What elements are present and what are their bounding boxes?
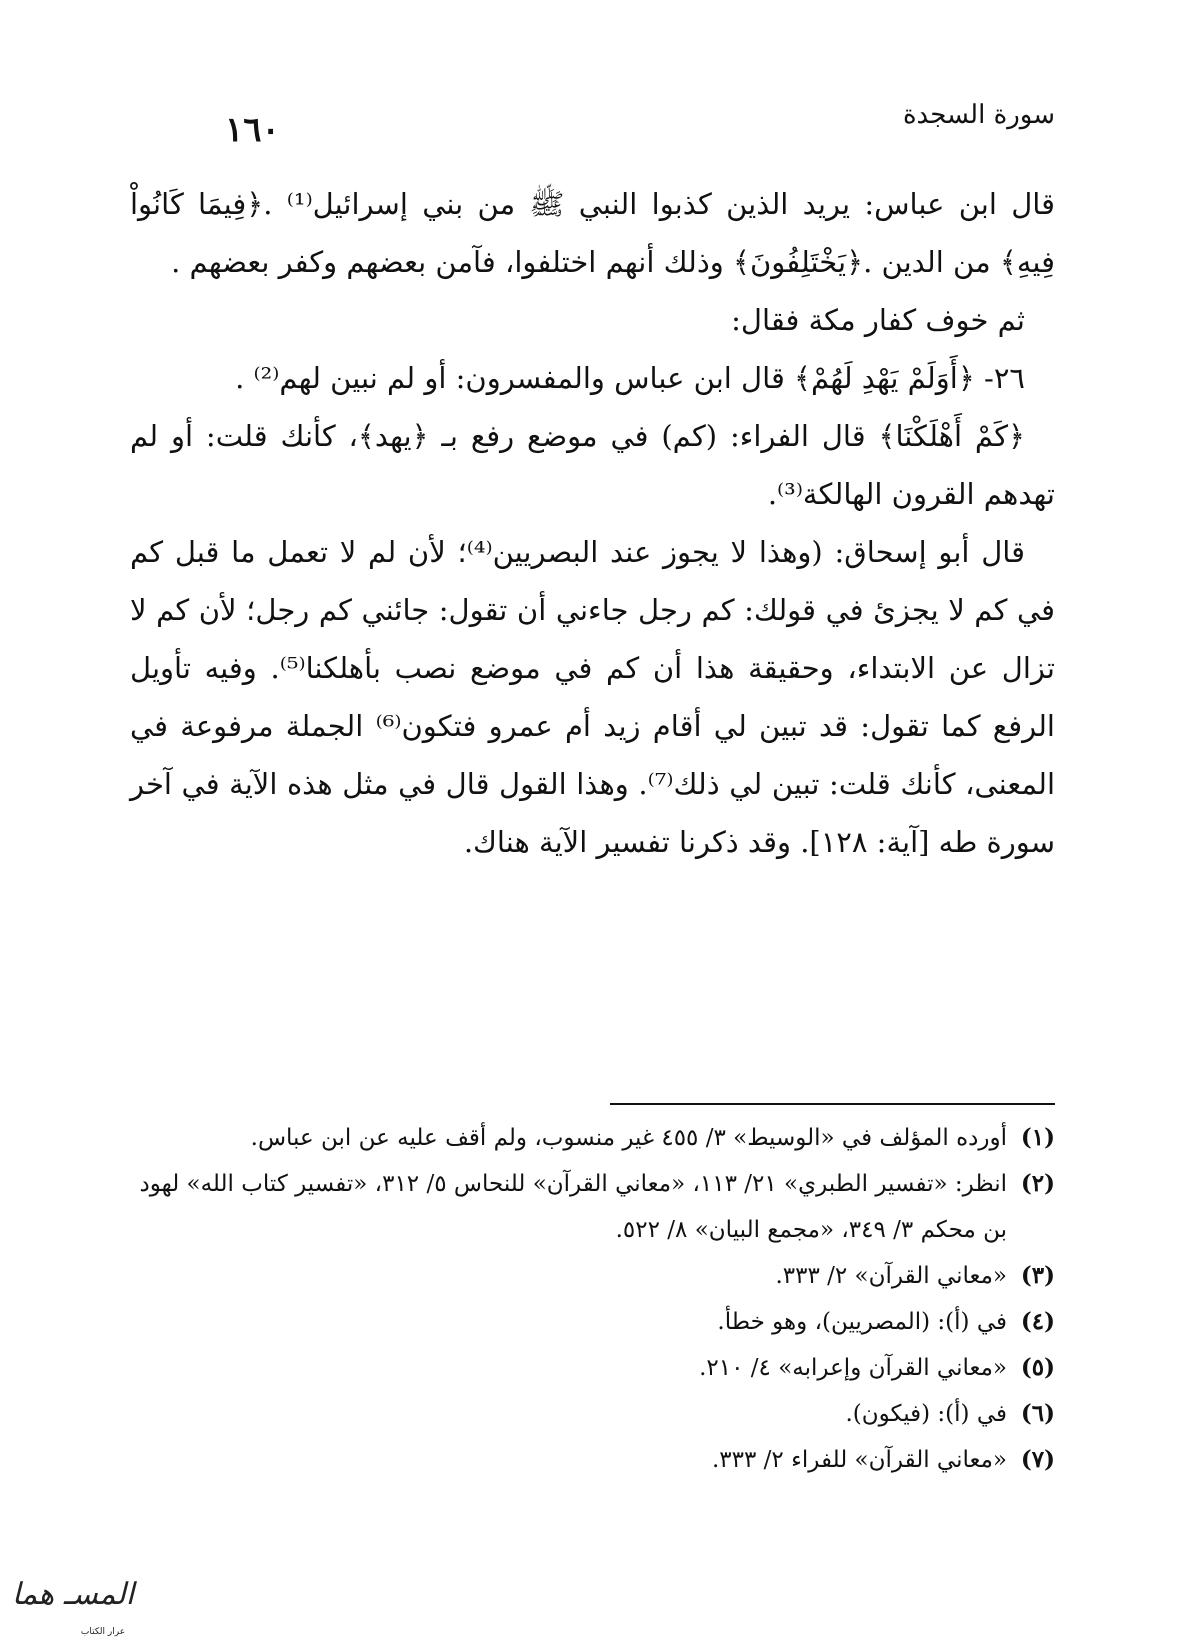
main-text <box>130 175 1055 871</box>
footnote-item <box>130 1299 1055 1345</box>
footnotes <box>130 1115 1055 1483</box>
paragraph-2: ثم خوف كفار مكة فقال: <box>731 303 1025 337</box>
footnote-number: (٢) <box>1020 1170 1055 1197</box>
footnote-number: (٤) <box>1020 1308 1055 1335</box>
footnote-divider <box>610 1103 1055 1105</box>
paragraph-4: ﴿كَمْ أَهْلَكْنَا﴾ قال الفراء: (كم) في موضع رفع بـ ﴿يهد﴾، كأنك قلت: أو لم تهدهم القرون الهالكة⁽³⁾. <box>130 419 1055 511</box>
footnote-number: (٧) <box>1020 1446 1055 1473</box>
stamp-subtext: عرار الكتاب <box>80 1627 126 1637</box>
footnote-number: (١) <box>1020 1124 1055 1151</box>
footnote-number: (٣) <box>1020 1262 1055 1289</box>
footnote-number: (٥) <box>1020 1354 1055 1381</box>
footnote-item <box>130 1115 1055 1161</box>
footnote-text: انظر: «تفسير الطبري» ٢١/ ١١٣، «معاني القرآن» للنحاس ٥/ ٣١٢، «تفسير كتاب الله» لهود بن محكم ٣/ ٣٤٩، «مجمع البيان» ٨/ ٥٢٢. <box>139 1171 1007 1243</box>
footnote-text: «معاني القرآن» ٢/ ٣٣٣. <box>775 1263 1007 1289</box>
footnote-item <box>130 1391 1055 1437</box>
paragraph-5: قال أبو إسحاق: (وهذا لا يجوز عند البصريين⁽⁴⁾؛ لأن لم لا تعمل ما قبل كم في كم لا يجزئ في قولك: كم رجل جاءني أن تقول: جائني كم رجل؛ لأن كم لا تزال عن الابتداء، وحقيقة هذا أن كم في موضع نصب بأهلكنا⁽⁵⁾. وفيه تأويل الرفع كما تقول: قد تبين لي أقام زيد أم عمرو فتكون⁽⁶⁾ الجملة مرفوعة في المعنى، كأنك قلت: تبين لي ذلك⁽⁷⁾. وهذا القول قال في مثل هذه الآية في آخر سورة طه [آية: ١٢٨]. وقد ذكرنا تفسير الآية هناك. <box>130 535 1056 859</box>
footnote-number: (٦) <box>1020 1400 1055 1427</box>
stamp-logo-text: المسـ هما <box>11 1577 135 1612</box>
footnote-text: في (أ): (فيكون). <box>845 1401 1007 1427</box>
footnote-text: «معاني القرآن» للفراء ٢/ ٣٣٣. <box>711 1447 1007 1473</box>
footnote-item <box>130 1161 1055 1253</box>
footnote-item <box>130 1345 1055 1391</box>
paragraph-3: ٢٦- ﴿أَوَلَمْ يَهْدِ لَهُمْ﴾ قال ابن عباس والمفسرون: أو لم نبين لهم⁽²⁾ . <box>235 361 1025 395</box>
footnote-item <box>130 1437 1055 1483</box>
footnote-item <box>130 1253 1055 1299</box>
watermark-stamp <box>8 1556 138 1646</box>
footnote-text: «معاني القرآن وإعرابه» ٤/ ٢١٠. <box>699 1355 1007 1381</box>
footnote-text: في (أ): (المصريين)، وهو خطأ. <box>717 1309 1007 1335</box>
page-header <box>225 100 1055 160</box>
surah-title: سورة السجدة <box>902 100 1055 130</box>
page-number: ١٦٠ <box>225 110 280 150</box>
footnote-text: أورده المؤلف في «الوسيط» ٣/ ٤٥٥ غير منسوب، ولم أقف عليه عن ابن عباس. <box>250 1125 1007 1151</box>
paragraph-1: قال ابن عباس: يريد الذين كذبوا النبي ﷺ من بني إسرائيل⁽¹⁾ .﴿فِيمَا كَانُواْ فِيهِ﴾ من الدين .﴿يَخْتَلِفُونَ﴾ وذلك أنهم اختلفوا، فآمن بعضهم وكفر بعضهم . <box>130 187 1055 279</box>
